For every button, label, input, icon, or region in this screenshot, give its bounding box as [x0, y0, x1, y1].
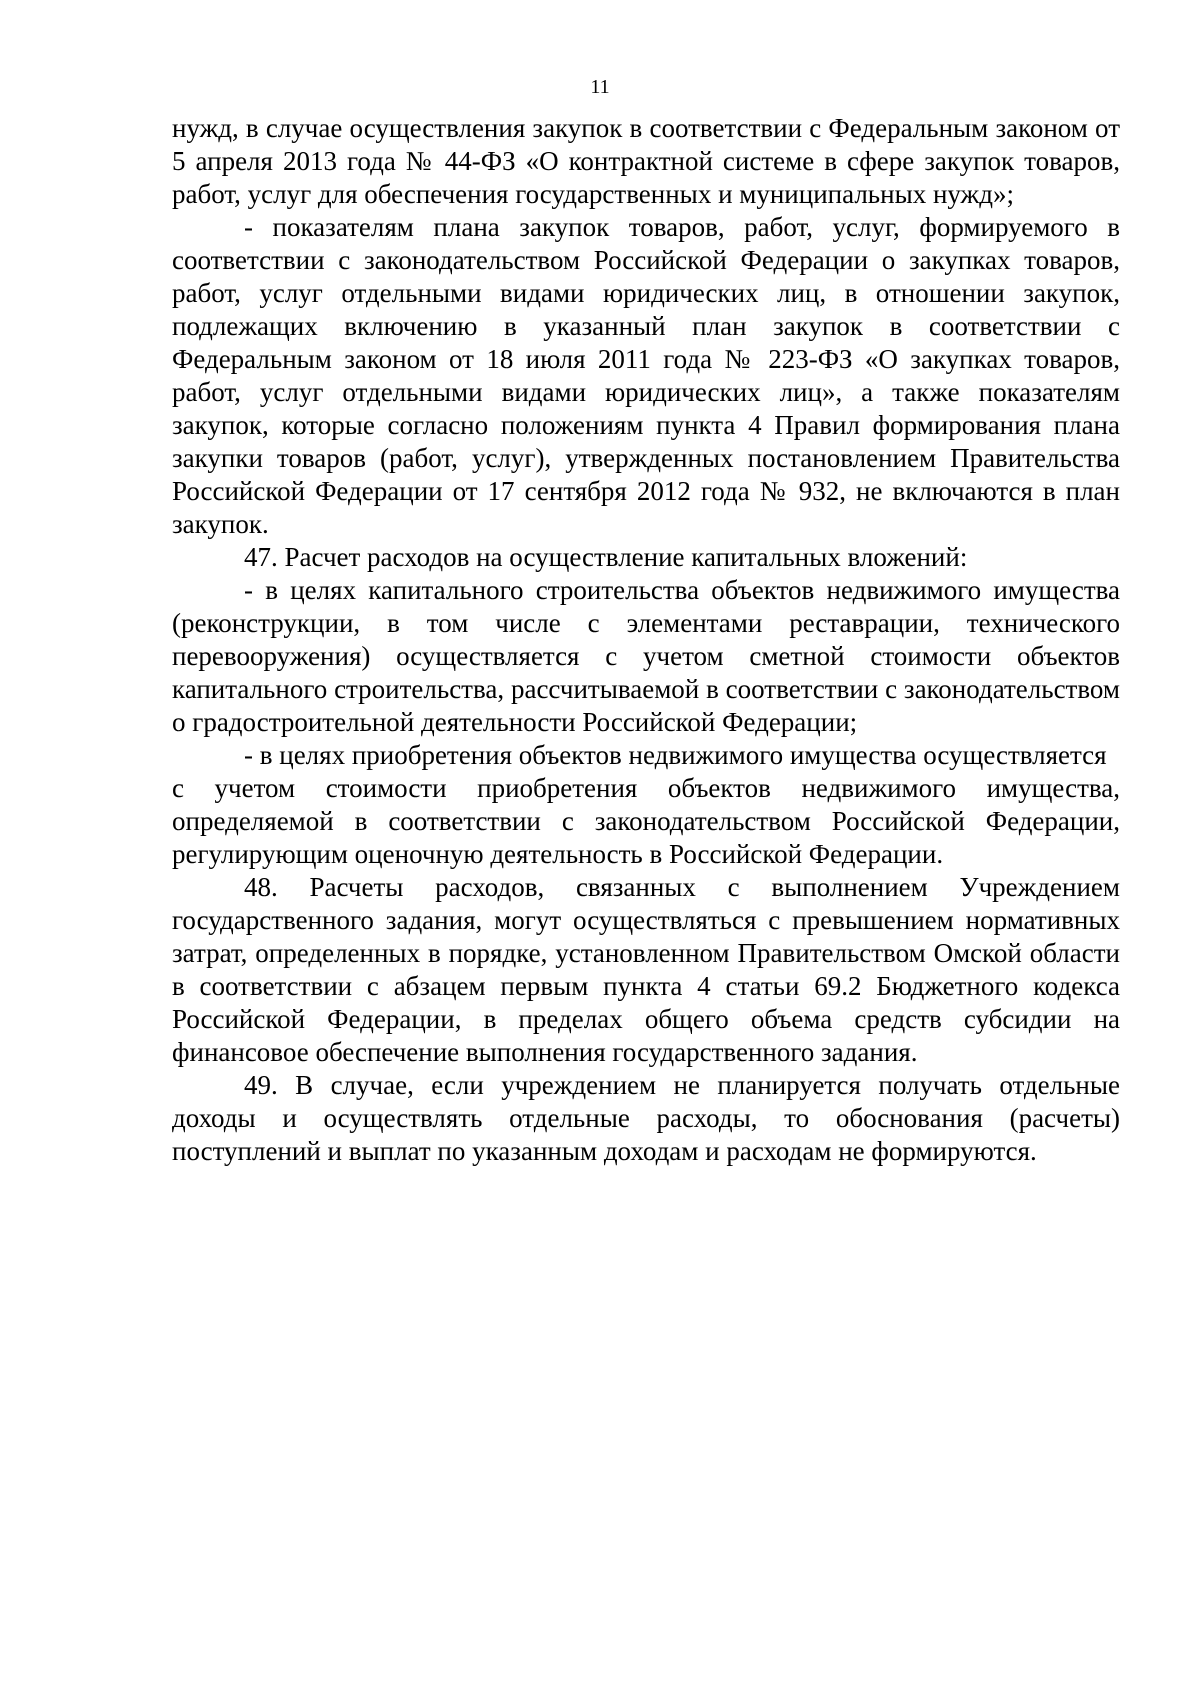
document-body: [172, 112, 1120, 1168]
paragraph-1: нужд, в случае осуществления закупок в соответствии с Федеральным законом от 5 апреля 2013 года № 44-ФЗ «О контрактной системе в сфере закупок товаров, работ, услуг для обеспечения государственных и муниципальных нужд»;: [172, 113, 1120, 209]
paragraph-3: 47. Расчет расходов на осуществление капитальных вложений:: [244, 542, 968, 572]
paragraph-2: - показателям плана закупок товаров, работ, услуг, формируемого в соответствии с законодательством Российской Федерации о закупках товаров, работ, услуг отдельными видами юридических лиц, в отношении закупок, подлежащих включению в указанный план закупок в соответствии с Федеральным законом от 18 июля 2011 года № 223-ФЗ «О закупках товаров, работ, услуг отдельными видами юридических лиц», а также показателям закупок, которые согласно положениям пункта 4 Правил формирования плана закупки товаров (работ, услуг), утвержденных постановлением Правительства Российской Федерации от 17 сентября 2012 года № 932, не включаются в план закупок.: [172, 212, 1120, 539]
paragraph-7: 48. Расчеты расходов, связанных с выполнением Учреждением государственного задания, могут осуществляться с превышением нормативных затрат, определенных в порядке, установленном Правительством Омской области в соответствии с абзацем первым пункта 4 статьи 69.2 Бюджетного кодекса Российской Федерации, в пределах общего объема средств субсидии на финансовое обеспечение выполнения государственного задания.: [172, 872, 1120, 1067]
paragraph-8: 49. В случае, если учреждением не планируется получать отдельные доходы и осуществлять отдельные расходы, то обоснования (расчеты) поступлений и выплат по указанным доходам и расходам не формируются.: [172, 1070, 1120, 1166]
paragraph-5: - в целях приобретения объектов недвижимого имущества осуществляется: [244, 740, 1107, 770]
paragraph-4: - в целях капитального строительства объектов недвижимого имущества (реконструкции, в том числе с элементами реставрации, технического перевооружения) осуществляется с учетом сметной стоимости объектов капитального строительства, рассчитываемой в соответствии с законодательством о градостроительной деятельности Российской Федерации;: [172, 575, 1120, 737]
page-number: 11: [590, 76, 610, 98]
paragraph-6: с учетом стоимости приобретения объектов недвижимого имущества, определяемой в соответствии с законодательством Российской Федерации, регулирующим оценочную деятельность в Российской Федерации.: [172, 773, 1120, 869]
